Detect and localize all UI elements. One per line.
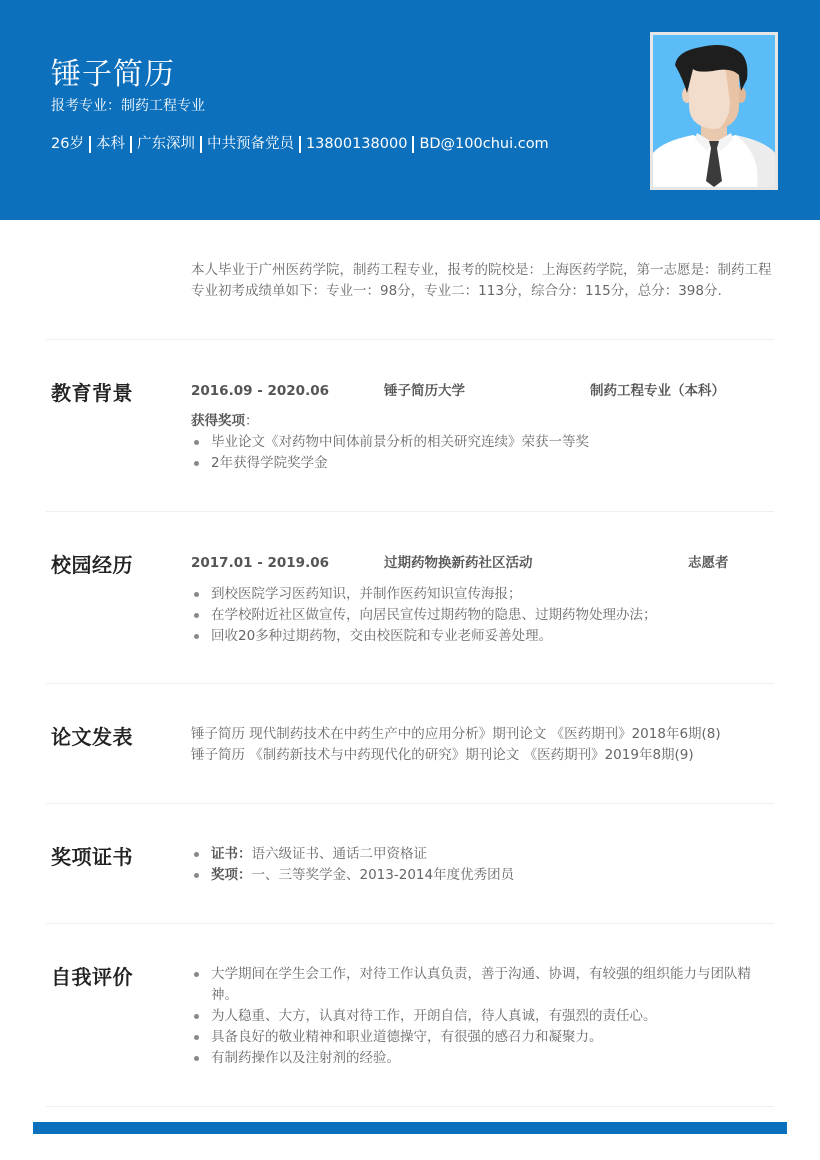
- section-title-education: 教育背景: [51, 381, 133, 405]
- education-school: 锤子简历大学: [384, 383, 465, 399]
- info-age: 26岁: [51, 136, 84, 152]
- list-item: 为人稳重、大方，认真对待工作，开朗自信，待人真诚，有强烈的责任心。: [191, 1006, 771, 1027]
- list-item: 锤子简历 现代制药技术在中药生产中的应用分析》期刊论文 《医药期刊》2018年6期(8): [191, 726, 721, 742]
- list-item: [191, 865, 781, 886]
- section-title-papers: 论文发表: [51, 725, 133, 749]
- target-major: 报考专业：制药工程专业: [51, 98, 205, 114]
- section-divider: [46, 511, 774, 512]
- section-divider: [46, 923, 774, 924]
- self-evaluation-list: [191, 964, 771, 1069]
- separator: [200, 136, 202, 153]
- avatar-person-icon: [653, 35, 775, 187]
- info-political-status: 中共预备党员: [206, 136, 294, 152]
- list-item: 毕业论文《对药物中间体前景分析的相关研究连续》荣获一等奖: [191, 432, 781, 453]
- award-text: 一、三等奖学金、2013-2014年度优秀团员: [251, 867, 515, 883]
- campus-list: [191, 584, 781, 647]
- awards-list: [191, 432, 781, 474]
- campus-activity: 过期药物换新药社区活动: [384, 555, 533, 571]
- separator: [299, 136, 301, 153]
- profile-photo: [650, 32, 778, 190]
- section-title-certificates: 奖项证书: [51, 845, 133, 869]
- campus-role: 志愿者: [688, 555, 729, 571]
- certificates-section: [191, 844, 781, 886]
- list-item: 有制药操作以及注射剂的经验。: [191, 1048, 771, 1069]
- section-title-self-evaluation: 自我评价: [51, 965, 133, 989]
- award-label: 奖项：: [211, 867, 252, 883]
- certificate-text: 语六级证书、通话二甲资格证: [251, 846, 427, 862]
- list-item: 具备良好的敬业精神和职业道德操守，有很强的感召力和凝聚力。: [191, 1027, 771, 1048]
- section-divider: [46, 683, 774, 684]
- info-email: BD@100chui.com: [419, 136, 549, 152]
- list-item: 锤子简历 《制药新技术与中药现代化的研究》期刊论文 《医药期刊》2019年8期(9): [191, 747, 694, 763]
- info-degree: 本科: [95, 136, 125, 152]
- list-item: 2年获得学院奖学金: [191, 453, 781, 474]
- self-evaluation-section: [191, 964, 771, 1069]
- footer-accent-bar: [33, 1122, 787, 1134]
- resume-header: [0, 0, 820, 220]
- info-location: 广东深圳: [136, 136, 195, 152]
- awards-label: 获得奖项: [191, 413, 245, 429]
- education-period: 2016.09 - 2020.06: [191, 383, 329, 399]
- section-divider: [46, 803, 774, 804]
- education-awards: [191, 411, 781, 474]
- education-degree: 制药工程专业（本科）: [590, 383, 725, 399]
- section-divider: [46, 1106, 774, 1107]
- list-item: 到校医院学习医药知识，并制作医药知识宣传海报；: [191, 584, 781, 605]
- campus-details: [191, 584, 781, 647]
- section-title-campus: 校园经历: [51, 553, 133, 577]
- awards-colon: ：: [245, 413, 259, 429]
- section-divider: [46, 339, 774, 340]
- separator: [130, 136, 132, 153]
- certificates-list: [191, 844, 781, 886]
- separator: [89, 136, 91, 153]
- list-item: [191, 844, 781, 865]
- personal-info-line: [51, 134, 549, 154]
- candidate-name: 锤子简历: [51, 57, 175, 92]
- self-summary: 本人毕业于广州医药学院，制药工程专业，报考的院校是：上海医药学院，第一志愿是：制药工程专业初考成绩单如下：专业一：98分，专业二：113分，综合分：115分，总分：398分.: [191, 262, 772, 299]
- separator: [412, 136, 414, 153]
- info-phone: 13800138000: [305, 136, 408, 152]
- certificate-label: 证书：: [211, 846, 252, 862]
- list-item: 回收20多种过期药物，交由校医院和专业老师妥善处理。: [191, 626, 781, 647]
- list-item: 大学期间在学生会工作，对待工作认真负责，善于沟通、协调，有较强的组织能力与团队精神。: [191, 964, 771, 1006]
- list-item: 在学校附近社区做宣传，向居民宣传过期药物的隐患、过期药物处理办法；: [191, 605, 781, 626]
- campus-period: 2017.01 - 2019.06: [191, 555, 329, 571]
- papers-list: [191, 724, 781, 766]
